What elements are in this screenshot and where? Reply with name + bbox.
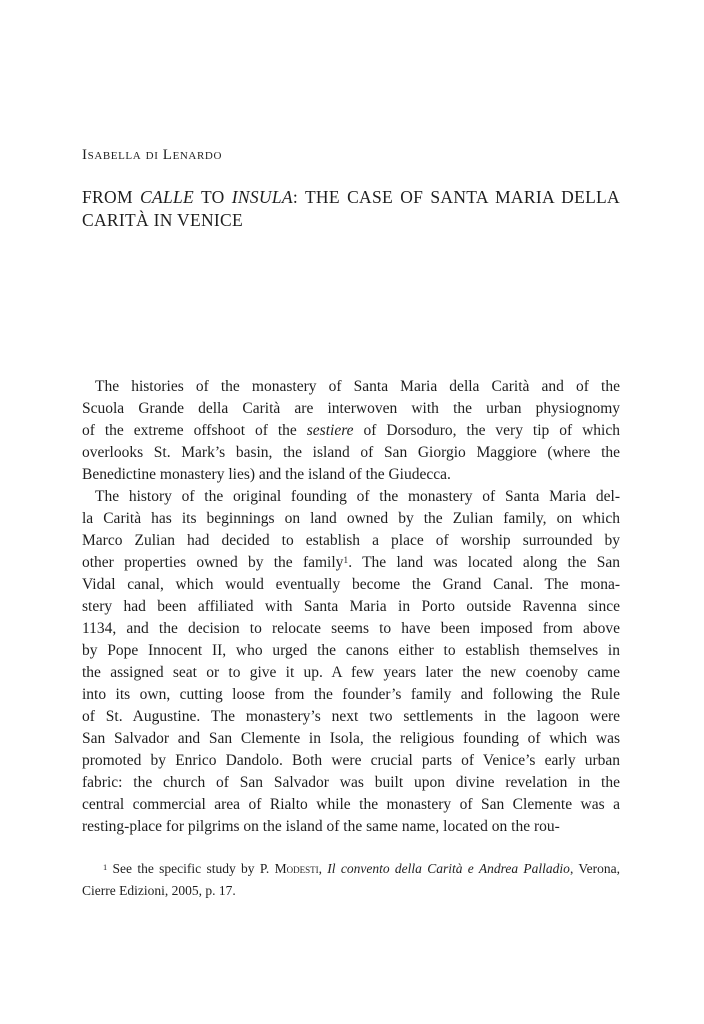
text-run: fabric: the church of San Salvador was built upon divine revelation in the: [82, 774, 620, 791]
text-run: of Dorsoduro, the very tip of which: [353, 422, 620, 439]
text-run: of the extreme offshoot of the: [82, 422, 307, 439]
text-run: by Pope Innocent II, who urged the canons either to establish themselves in: [82, 642, 620, 659]
footnote-reference: 1: [103, 862, 108, 872]
text-line: [82, 574, 620, 596]
text-line: [82, 186, 620, 209]
text-run: CARITÀ IN VENICE: [82, 210, 243, 230]
text-line: [82, 486, 620, 508]
text-run: . The land was located along the San: [348, 554, 620, 571]
text-run: See the specific study by P.: [107, 861, 275, 876]
text-line: [82, 398, 620, 420]
text-line: [82, 794, 620, 816]
text-line: [82, 728, 620, 750]
text-run: la Carità has its beginnings on land owned by the Zulian family, on which: [82, 510, 620, 527]
text-run: TO: [194, 187, 232, 207]
text-run: ,: [318, 861, 328, 876]
text-run: Marco Zulian had decided to establish a place of worship surrounded by: [82, 532, 620, 549]
text-line: [82, 464, 620, 486]
article-title: [82, 186, 620, 232]
text-line: [82, 508, 620, 530]
text-line: [82, 552, 620, 574]
text-run: The histories of the monastery of Santa Maria della Carità and of the: [95, 378, 620, 395]
text-line: [82, 706, 620, 728]
text-run: stery had been affiliated with Santa Maria in Porto outside Ravenna since: [82, 598, 620, 615]
text-run: Vidal canal, which would eventually become the Grand Canal. The mona-: [82, 576, 620, 593]
text-line: [82, 618, 620, 640]
text-run: San Salvador and San Clemente in Isola, the religious founding of which was: [82, 730, 620, 747]
text-line: [82, 530, 620, 552]
text-line: [82, 880, 620, 902]
text-line: [82, 858, 620, 880]
text-line: [82, 662, 620, 684]
text-line: [82, 376, 620, 398]
author-name: [82, 145, 620, 165]
text-line: [82, 640, 620, 662]
text-run: central commercial area of Rialto while the monastery of San Clemente was a: [82, 796, 620, 813]
text-run: the assigned seat or to give it up. A few years later the new coenoby came: [82, 664, 620, 681]
text-run: other properties owned by the family: [82, 554, 344, 571]
text-run: into its own, cutting loose from the founder’s family and following the Rule: [82, 686, 620, 703]
text-run: Scuola Grande della Carità are interwoven with the urban physiognomy: [82, 400, 620, 417]
text-run: , Verona,: [569, 861, 620, 876]
text-run: INSULA: [231, 187, 293, 207]
text-line: [82, 442, 620, 464]
text-run: CALLE: [140, 187, 195, 207]
text-run: : THE CASE OF SANTA MARIA DELLA: [292, 187, 620, 207]
text-run: Isabella di Lenardo: [82, 147, 222, 163]
text-line: [82, 750, 620, 772]
text-run: FROM: [82, 187, 141, 207]
text-line: [82, 684, 620, 706]
body-text: [82, 376, 620, 838]
text-run: of St. Augustine. The monastery’s next two settlements in the lagoon were: [82, 708, 620, 725]
paragraph-2: [82, 486, 620, 838]
text-line: [82, 772, 620, 794]
text-run: overlooks St. Mark’s basin, the island of San Giorgio Maggiore (where the: [82, 444, 620, 461]
text-run: Benedictine monastery lies) and the island of the Giudecca.: [82, 466, 451, 483]
text-run: sestiere: [306, 422, 354, 439]
text-line: [82, 816, 620, 838]
text-run: Cierre Edizioni, 2005, p. 17.: [82, 883, 236, 898]
text-run: Il convento della Carità e Andrea Palladio: [327, 861, 570, 876]
text-run: promoted by Enrico Dandolo. Both were crucial parts of Venice’s early urban: [82, 752, 620, 769]
text-run: The history of the original founding of the monastery of Santa Maria del-: [95, 488, 620, 505]
text-run: 1134, and the decision to relocate seems to have been imposed from above: [82, 620, 620, 637]
footnote-reference: 1: [343, 554, 349, 566]
text-run: resting-place for pilgrims on the island of the same name, located on the rou-: [82, 818, 560, 835]
text-run: Modesti: [274, 861, 319, 876]
paragraph-1: [82, 376, 620, 486]
text-line: [82, 596, 620, 618]
text-line: [82, 209, 620, 232]
text-line: [82, 420, 620, 442]
footnote-1: [82, 858, 620, 902]
